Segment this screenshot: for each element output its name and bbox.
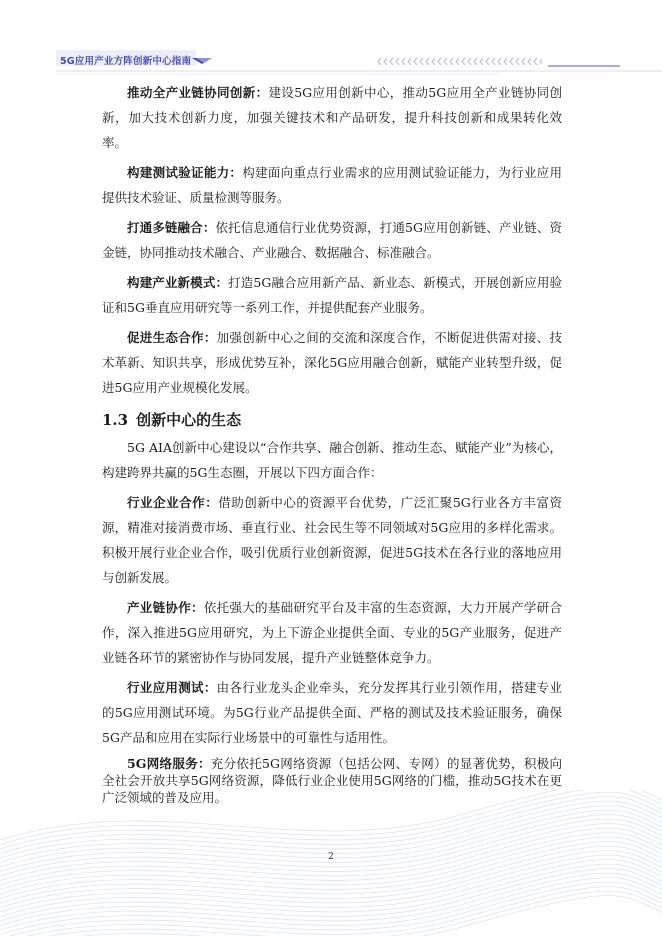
paragraph-lead: 产业链协作： [127,600,204,615]
chevron-mark [384,58,387,65]
chevron-mark [426,58,429,65]
chevron-mark [492,58,495,65]
paragraph-application-testing [102,675,562,750]
paragraph-text: 依托信息通信行业优势资源，打通5G应用创新链、产业链、资金链，协同推动技术融合、产业融合、数据融合、标准融合。 [102,220,562,260]
wave-line [0,882,662,936]
footer-wave-decoration [0,790,662,936]
paragraph-text: 加强创新中心之间的交流和深度合作，不断促进供需对接、技术革新、知识共享，形成优势互补，深化5G应用融合创新，赋能产业转型升级，促进5G应用产业规模化发展。 [102,330,562,395]
chevron-mark [486,58,489,65]
section-title: 创新中心的生态 [136,411,242,429]
paragraph-lead: 打通多链融合： [127,220,216,235]
wave-line [0,790,662,840]
paragraph-lead: 构建产业新模式： [127,275,229,290]
paragraph-lead: 5G网络服务： [127,756,211,771]
chevron-mark [522,58,525,65]
chevron-mark [414,58,417,65]
chevron-pattern-icon [378,58,555,65]
paragraph-collaborative-innovation [102,80,562,155]
chevron-mark [420,58,423,65]
page-header [0,0,662,80]
chevron-mark [402,58,405,65]
paragraph-text: 由各行业龙头企业牵头，充分发挥其行业引领作用，搭建专业的5G应用测试环境。为5G行业产品提供全面、严格的测试及技术验证服务，确保5G产品和应用在实际行业场景中的可靠性与适用性。 [102,680,562,745]
chevron-mark [504,58,507,65]
paragraph-text: 打造5G融合应用新产品、新业态、新模式，开展创新应用验证和5G垂直应用研究等一系列工作，并提供配套产业服务。 [102,275,562,315]
paragraph-lead: 行业企业合作： [127,495,219,510]
section-intro: 5G AIA创新中心建设以“合作共享、融合创新、推动生态、赋能产业”为核心，构建跨界共赢的5G生态圈，开展以下四方面合作： [102,440,562,480]
paragraph-text: 借助创新中心的资源平台优势，广泛汇聚5G行业各方丰富资源，精准对接消费市场、垂直行业、社会民生等不同领域对5G应用的多样化需求。积极开展行业企业合作，吸引优质行业创新资源，促进5G技术在各行业的落地应用与创新发展。 [102,495,562,585]
chevron-mark [480,58,483,65]
chevron-mark [474,58,477,65]
header-title: 5G应用产业方阵创新中心指南 [60,56,192,67]
chevron-mark [468,58,471,65]
chevron-mark [510,58,513,65]
chevron-mark [462,58,465,65]
chevron-mark [396,58,399,65]
paragraph-lead: 推动全产业链协同创新： [127,85,269,100]
chevron-mark [528,58,531,65]
chevron-mark [432,58,435,65]
paragraph-lead: 行业应用测试： [127,680,217,695]
chevron-mark [390,58,393,65]
chevron-mark [450,58,453,65]
chevron-mark [378,58,381,65]
chevron-mark [408,58,411,65]
paragraph-lead: 构建测试验证能力： [127,165,243,180]
section-heading [102,405,562,435]
paragraph-text: 建设5G应用创新中心，推动5G应用全产业链协同创新，加大技术创新力度，加强关键技术和产品研发，提升科技创新和成果转化效率。 [102,85,562,150]
paragraph-lead: 促进生态合作： [127,330,217,345]
document-body [102,80,562,811]
chevron-mark [444,58,447,65]
paragraph-new-model [102,270,562,320]
chevron-mark [498,58,501,65]
paragraph-text: 充分依托5G网络资源（包括公网、专网）的显著优势，积极向全社会开放共享5G网络资源，降低行业企业使用5G网络的门槛，推动5G技术在更广泛领域的普及应用。 [102,756,562,805]
paragraph-test-capability [102,160,562,210]
page-number: 2 [328,852,334,862]
header-decoration [0,0,662,80]
chevron-mark [456,58,459,65]
chevron-mark [438,58,441,65]
chevron-mark [516,58,519,65]
paragraph-industry-cooperation [102,490,562,590]
paragraph-multi-chain [102,215,562,265]
paragraph-text: 构建面向重点行业需求的应用测试验证能力，为行业应用提供技术验证、质量检测等服务。 [102,165,562,205]
section-number: 1.3 [102,411,129,429]
paragraph-ecosystem-cooperation [102,325,562,400]
paragraph-chain-collaboration [102,595,562,670]
chevron-mark [534,58,537,65]
paragraph-text: 依托强大的基础研究平台及丰富的生态资源，大力开展产学研合作，深入推进5G应用研究，为上下游企业提供全面、专业的5G产业服务，促进产业链各环节的紧密协作与协同发展，提升产业链整体竞争力。 [102,600,562,665]
wave-line [0,891,662,936]
